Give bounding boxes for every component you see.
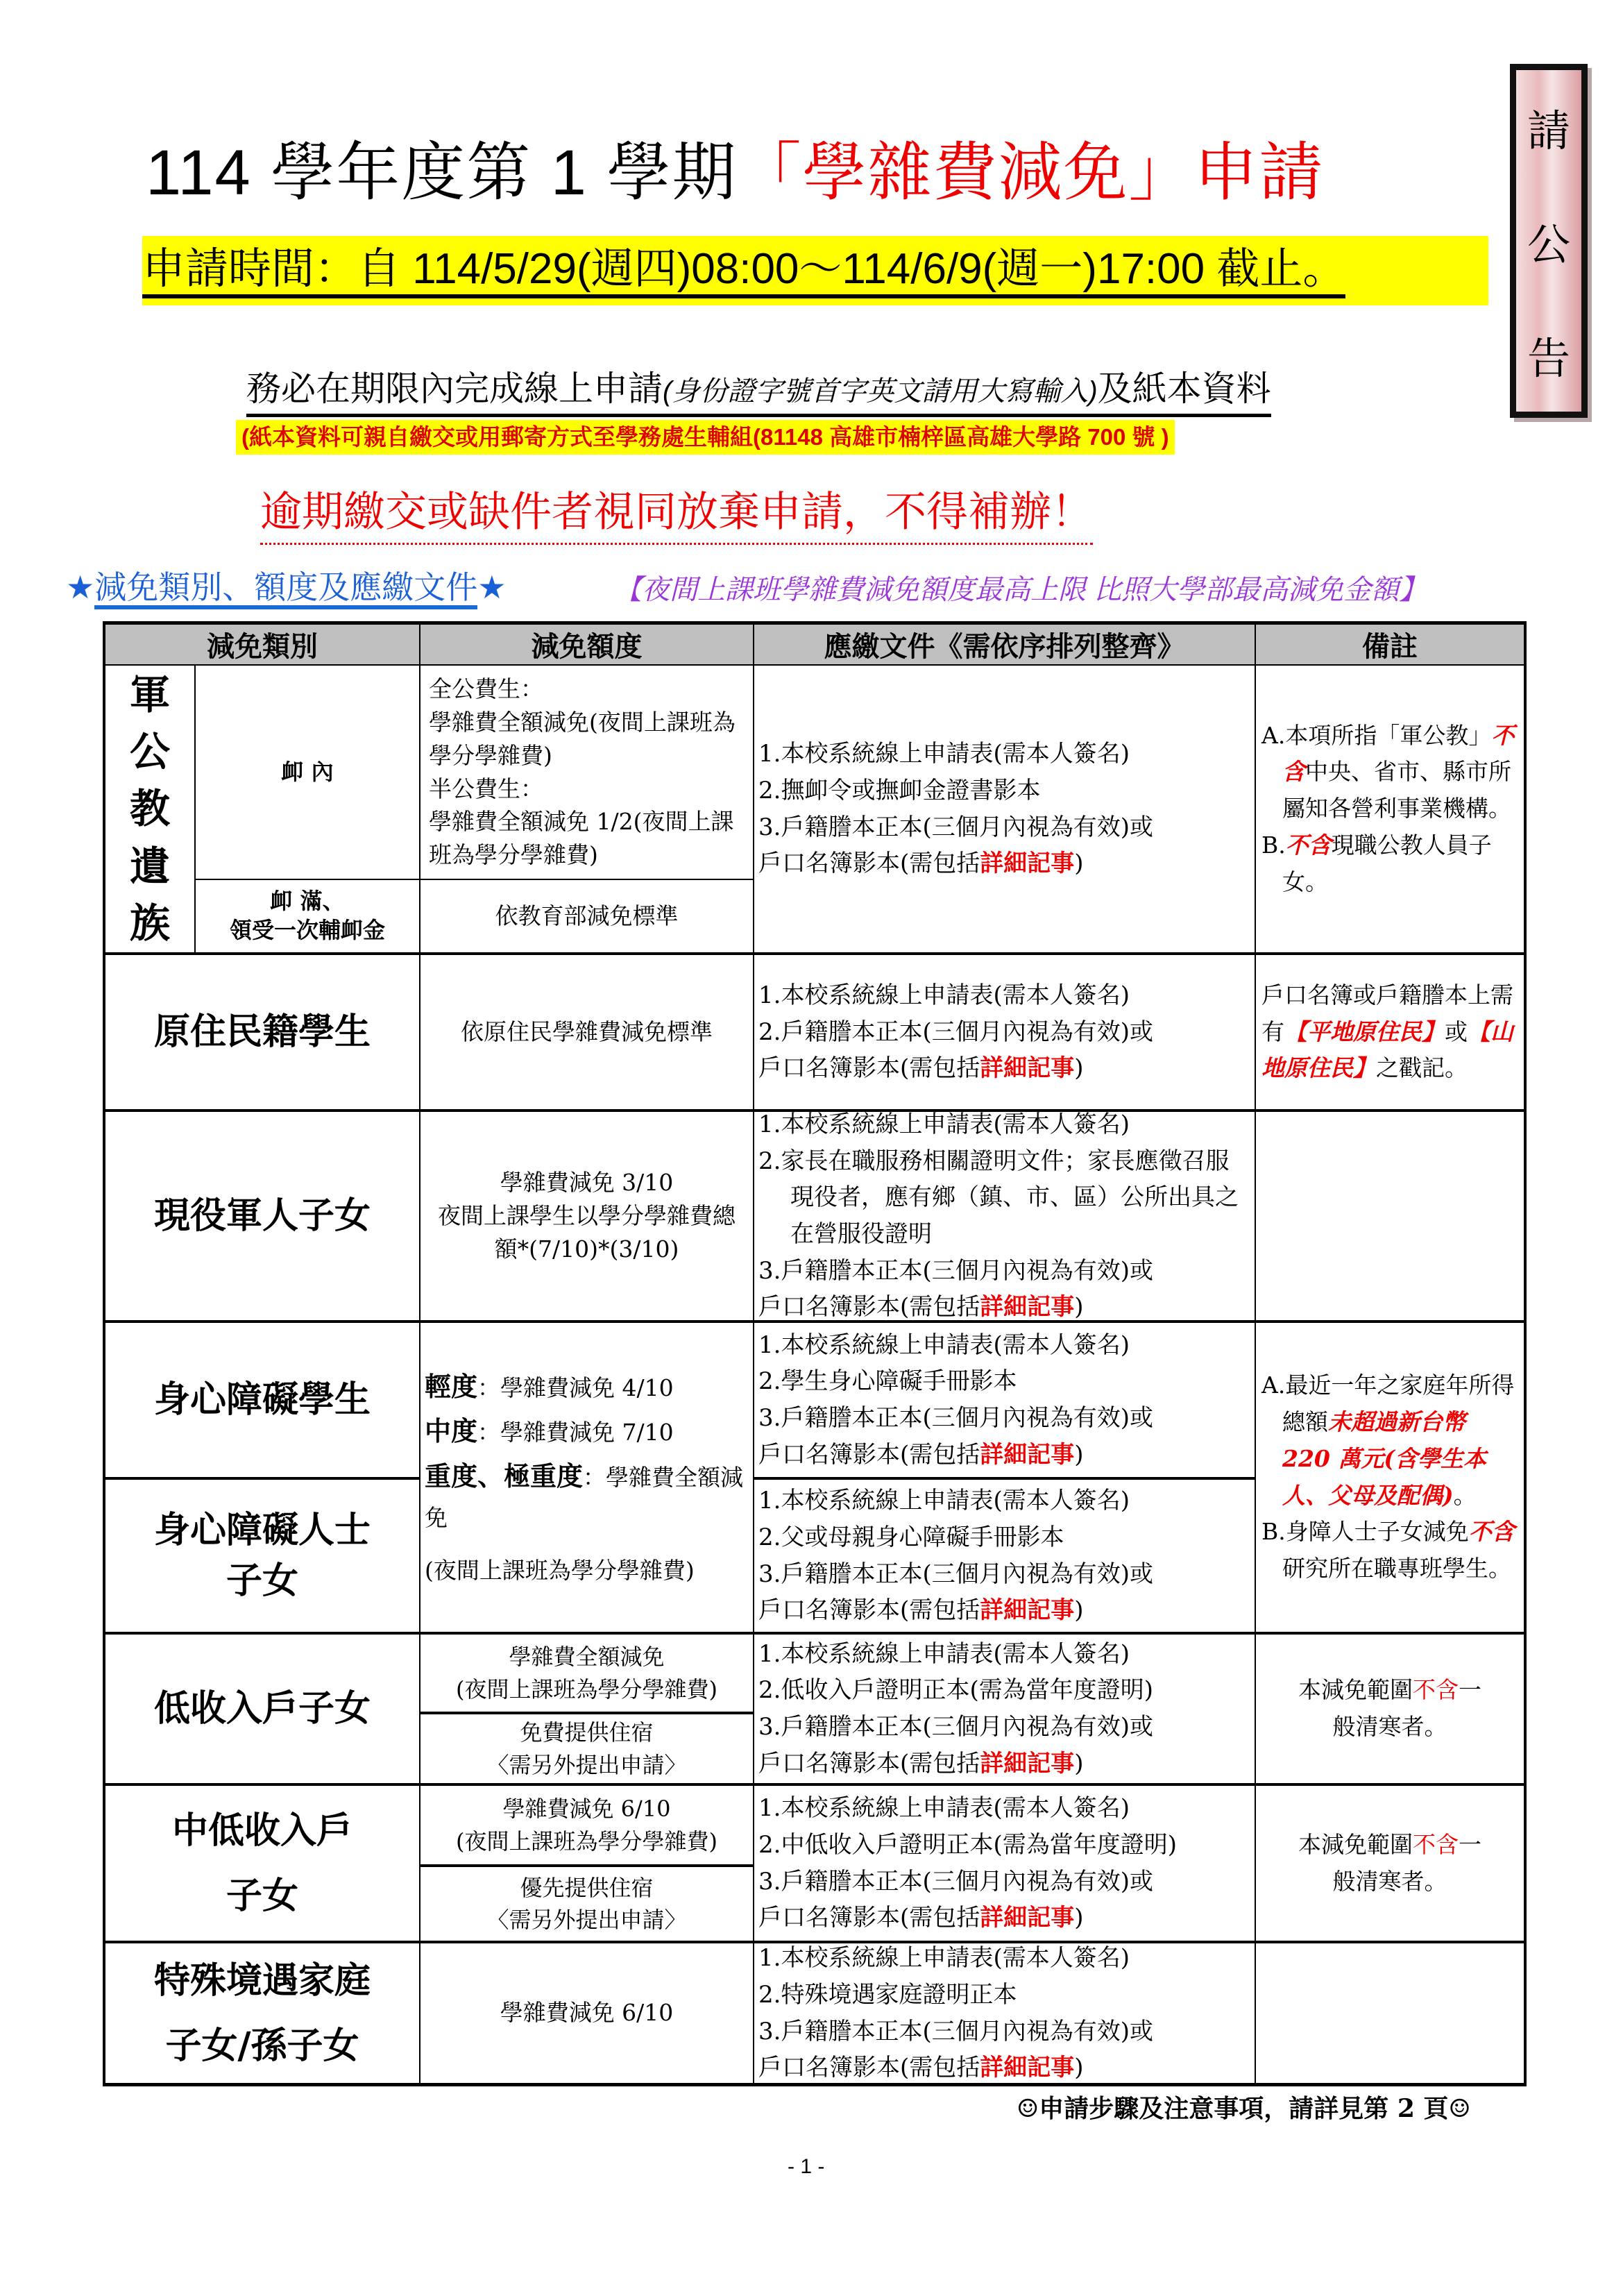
doc-text: 戶口名簿影本(需包括 — [758, 1596, 980, 1625]
amount-special-circumstances: 學雜費減免 6/10 — [419, 1941, 754, 2086]
application-period-banner — [142, 236, 1488, 305]
amount-line: (夜間上課班為學分學雜費) — [456, 1675, 717, 1703]
doc-item: 1.本校系統線上申請表(需本人簽名) — [758, 981, 1130, 1009]
doc-text: ) — [1074, 1904, 1084, 1932]
amount-text: ：學雜費減免 4/10 — [477, 1374, 674, 1401]
table-header-amount: 減免額度 — [419, 621, 754, 666]
doc-item: 2.低收入戶證明正本(需為當年度證明) — [758, 1676, 1153, 1705]
notes-low-income — [1255, 1632, 1527, 1784]
amount-line: 半公費生： — [429, 775, 543, 802]
doc-item: 2.特殊境遇家庭證明正本 — [758, 1980, 1017, 2009]
category-mid-low-income — [103, 1783, 420, 1942]
doc-text: ) — [1074, 1749, 1084, 1778]
amount-in-pension — [419, 664, 754, 880]
cat-char: 公 — [129, 727, 170, 775]
doc-item: 2.父或母親身心障礙手冊影本 — [758, 1523, 1064, 1551]
cat-char: 族 — [129, 900, 170, 947]
footer-text: 申請步驟及注意事項，請詳見第 2 頁 — [1039, 2094, 1449, 2123]
doc-text: ) — [1074, 1440, 1084, 1469]
title-suffix: 申請 — [1193, 137, 1325, 208]
doc-text: 戶口名簿影本(需包括 — [758, 1440, 980, 1469]
note-highlight: 未超過新台幣 220 萬元(含學生本人、父母及配偶) — [1282, 1408, 1486, 1509]
doc-highlight: 詳細記事 — [980, 1596, 1075, 1625]
amount-mid-low-income-fee — [419, 1783, 754, 1866]
doc-text: ) — [1074, 1293, 1084, 1322]
documents-disabled-parent-child — [753, 1477, 1256, 1633]
note-item — [1291, 1672, 1489, 1746]
documents-mid-low-income — [753, 1783, 1256, 1942]
cat-char: 教 — [129, 785, 170, 833]
must-italic: (身份證字號首字英文請用大寫輸入) — [663, 376, 1098, 407]
application-period-text: 申請時間：自 114/5/29(週四)08:00～114/6/9(週一)17:00 截止。 — [142, 245, 1345, 298]
table-header-documents: 應繳文件《需依序排列整齊》 — [753, 621, 1256, 666]
doc-text: 戶口名簿影本(需包括 — [758, 2054, 980, 2082]
note-text: A.最近一年之家庭年所得總額 — [1261, 1371, 1515, 1435]
doc-item: 2.中低收入戶證明正本(需為當年度證明) — [758, 1830, 1177, 1859]
category-active-military: 現役軍人子女 — [103, 1109, 420, 1322]
documents-disabled-student — [753, 1320, 1256, 1478]
note-text: 或 — [1445, 1018, 1468, 1045]
star-icon: ★ — [477, 569, 507, 605]
note-text: 研究所在職專班學生。 — [1282, 1555, 1511, 1582]
doc-item: 3.戶籍謄本正本(三個月內視為有效)或 — [758, 1713, 1153, 1741]
note-highlight: 不含 — [1285, 831, 1332, 859]
amount-active-military — [419, 1109, 754, 1322]
doc-item: 1.本校系統線上申請表(需本人簽名) — [758, 1110, 1130, 1138]
notes-active-military — [1255, 1109, 1527, 1322]
doc-item: 1.本校系統線上申請表(需本人簽名) — [758, 740, 1130, 768]
doc-item: 1.本校系統線上申請表(需本人簽名) — [758, 1487, 1130, 1515]
doc-text: ) — [1074, 1054, 1084, 1083]
doc-item: 3.戶籍謄本正本(三個月內視為有效)或 — [758, 2017, 1153, 2045]
smile-icon: ☺ — [1017, 2094, 1039, 2123]
note-text: 現職公教人員子女。 — [1282, 831, 1492, 895]
note-highlight: 【平地原住民】 — [1284, 1018, 1445, 1045]
doc-text: ) — [1074, 850, 1084, 878]
doc-highlight: 詳細記事 — [980, 1749, 1075, 1778]
note-text: 一般清寒者。 — [1332, 1676, 1481, 1740]
note-text: 戶口名簿或戶籍謄本上需有 — [1261, 981, 1513, 1045]
amount-line: 學雜費全額減免(夜間上課班為學分學雜費) — [429, 708, 736, 769]
notes-disability — [1255, 1320, 1527, 1633]
amount-indigenous: 依原住民學雜費減免標準 — [419, 952, 754, 1111]
note-highlight: 不含 — [1413, 1830, 1459, 1858]
amount-line: 學雜費減免 3/10 — [500, 1169, 674, 1197]
doc-highlight: 詳細記事 — [980, 1293, 1075, 1322]
page-number: - 1 - — [788, 2155, 825, 2178]
doc-item: 2.撫卹令或撫卹金證書影本 — [758, 776, 1041, 804]
doc-item — [758, 845, 1250, 882]
doc-highlight: 詳細記事 — [980, 1904, 1075, 1932]
note-highlight: 【山地原住民】 — [1261, 1018, 1513, 1082]
amount-label: 重度、極重度 — [425, 1460, 584, 1492]
doc-item: 3.戶籍謄本正本(三個月內視為有效)或 — [758, 1867, 1153, 1896]
doc-text: ) — [1074, 2054, 1084, 2082]
smile-icon: ☺ — [1448, 2094, 1471, 2123]
must-main: 務必在期限內完成線上申請 — [246, 369, 663, 408]
amount-label: 中度 — [425, 1415, 478, 1447]
note-highlight: 不含 — [1468, 1518, 1515, 1546]
subcategory-pension-full — [194, 879, 420, 954]
doc-item: 1.本校系統線上申請表(需本人簽名) — [758, 1794, 1130, 1823]
doc-item: 2.戶籍謄本正本(三個月內視為有效)或 — [758, 1018, 1153, 1046]
table-header-notes: 備註 — [1255, 621, 1527, 666]
note-item — [1261, 827, 1518, 901]
note-item — [1261, 1367, 1518, 1514]
doc-text: 戶口名簿影本(需包括 — [758, 850, 980, 878]
notice-badge — [1510, 64, 1588, 418]
amount-pension-full: 依教育部減免標準 — [419, 879, 754, 954]
doc-highlight: 詳細記事 — [980, 1054, 1075, 1083]
subcategory-in-pension: 卹 內 — [194, 664, 420, 880]
amount-disability — [419, 1320, 754, 1633]
doc-item: 1.本校系統線上申請表(需本人簽名) — [758, 1331, 1130, 1359]
category-line: 子女 — [226, 1874, 298, 1917]
category-military-civil — [103, 664, 196, 954]
note-text: 一般清寒者。 — [1332, 1830, 1481, 1895]
must-complete-notice — [246, 361, 1271, 417]
notes-military-civil — [1255, 664, 1527, 954]
sub2-line: 領受一次輔卹金 — [229, 917, 385, 943]
doc-text: 戶口名簿影本(需包括 — [758, 1054, 980, 1083]
note-text: A.本項所指「軍公教」 — [1261, 721, 1492, 749]
doc-item: 1.本校系統線上申請表(需本人簽名) — [758, 1944, 1130, 1973]
amount-line: 全公費生： — [429, 675, 543, 702]
note-item — [1291, 1827, 1489, 1900]
category-line: 特殊境遇家庭 — [153, 1959, 371, 2002]
doc-item — [758, 1592, 1250, 1629]
amount-line: 免費提供住宿 — [520, 1719, 654, 1746]
amount-mid-low-income-housing — [419, 1864, 754, 1942]
note-text: 。 — [1453, 1481, 1477, 1509]
sub2-line: 卹 滿、 — [270, 888, 345, 915]
notice-char: 請 — [1527, 107, 1570, 155]
amount-label: 輕度 — [425, 1370, 478, 1402]
amount-text: ：學雜費全額減免 — [425, 1463, 744, 1532]
amount-light — [425, 1365, 745, 1410]
doc-item: 3.戶籍謄本正本(三個月內視為有效)或 — [758, 1256, 1153, 1285]
note-text: B.身障人士子女減免 — [1261, 1518, 1469, 1546]
cat-char: 遺 — [129, 842, 170, 890]
footer-note — [1017, 2089, 1471, 2125]
mail-address-note: (紙本資料可親自繳交或用郵寄方式至學務處生輔組(81148 高雄市楠梓區高雄大學路 700 號 ) — [236, 420, 1175, 455]
notice-char: 告 — [1527, 335, 1570, 383]
table-header-category: 減免類別 — [103, 621, 420, 666]
amount-line: 夜間上課學生以學分學雜費總額*(7/10)*(3/10) — [438, 1202, 736, 1263]
amount-line: 〈需另外提出申請〉 — [486, 1751, 687, 1778]
doc-text: ) — [1074, 1596, 1084, 1625]
section-heading — [66, 562, 507, 608]
category-disabled-parent-child — [103, 1477, 420, 1633]
title-highlight: 「學雜費減免」 — [737, 137, 1194, 208]
late-warning: 逾期繳交或缺件者視同放棄申請，不得補辦！ — [260, 479, 1093, 545]
notes-mid-low-income — [1255, 1783, 1527, 1942]
doc-text: 戶口名簿影本(需包括 — [758, 1904, 980, 1932]
doc-item — [758, 2050, 1250, 2086]
documents-low-income — [753, 1632, 1256, 1784]
note-text: 之戳記。 — [1376, 1054, 1468, 1082]
notes-indigenous — [1255, 952, 1527, 1111]
documents-special-circumstances — [753, 1941, 1256, 2086]
note-text: 中央、省市、縣市所屬知各營利事業機構。 — [1282, 758, 1511, 822]
amount-text: ：學雜費減免 7/10 — [477, 1419, 674, 1446]
category-line: 子女 — [226, 1559, 298, 1602]
category-line: 子女/孫子女 — [165, 2024, 359, 2067]
doc-item: 2.家長在職服務相關證明文件；家長應徵召服現役者，應有鄉（鎮、市、區）公所出具之在營服役證明 — [758, 1147, 1239, 1248]
title-prefix: 114 學年度第 1 學期 — [146, 137, 738, 208]
cat-char: 軍 — [129, 670, 170, 718]
category-special-circumstances — [103, 1941, 420, 2086]
doc-item: 3.戶籍謄本正本(三個月內視為有效)或 — [758, 1404, 1153, 1432]
doc-item: 3.戶籍謄本正本(三個月內視為有效)或 — [758, 1560, 1153, 1588]
category-indigenous: 原住民籍學生 — [103, 952, 420, 1111]
note-text: 本減免範圍 — [1298, 1830, 1413, 1858]
star-icon: ★ — [66, 569, 95, 605]
amount-line: 優先提供住宿 — [520, 1874, 654, 1901]
note-item — [1261, 718, 1518, 827]
doc-item — [758, 1746, 1250, 1782]
category-line: 身心障礙人士 — [153, 1508, 371, 1551]
documents-active-military — [753, 1109, 1256, 1322]
doc-item: 1.本校系統線上申請表(需本人簽名) — [758, 1639, 1130, 1668]
amount-night: (夜間上課班為學分學雜費) — [425, 1557, 695, 1585]
documents-indigenous — [753, 952, 1256, 1111]
doc-item — [758, 1437, 1250, 1474]
must-tail: 及紙本資料 — [1097, 369, 1271, 408]
doc-item — [758, 1900, 1250, 1936]
section-note: 【夜間上課班學雜費減免額度最高上限 比照大學部最高減免金額】 — [614, 575, 1427, 605]
note-highlight: 不含 — [1413, 1676, 1459, 1704]
doc-highlight: 詳細記事 — [980, 850, 1075, 878]
note-item — [1261, 1514, 1518, 1587]
doc-highlight: 詳細記事 — [980, 2054, 1075, 2082]
notice-char: 公 — [1527, 221, 1570, 269]
amount-line: 學雜費全額減免 1/2(夜間上課班為學分學雜費) — [429, 808, 734, 869]
doc-item: 2.學生身心障礙手冊影本 — [758, 1367, 1017, 1396]
amount-low-income-fee — [419, 1632, 754, 1713]
note-text: 本減免範圍 — [1298, 1676, 1413, 1704]
amount-line: 學雜費全額減免 — [509, 1644, 665, 1671]
amount-line: (夜間上課班為學分學雜費) — [456, 1827, 717, 1855]
amount-line: 學雜費減免 6/10 — [502, 1796, 671, 1823]
amount-line: 〈需另外提出申請〉 — [486, 1907, 687, 1933]
section-title: 減免類別、額度及應繳文件 — [94, 569, 477, 609]
category-disabled-student: 身心障礙學生 — [103, 1320, 420, 1478]
note-text: B. — [1261, 831, 1286, 859]
documents-military-civil — [753, 664, 1256, 954]
note-highlight: 不含 — [1282, 721, 1515, 786]
page-title — [146, 121, 1325, 213]
category-low-income: 低收入戶子女 — [103, 1632, 420, 1784]
amount-low-income-housing — [419, 1712, 754, 1784]
doc-text: 戶口名簿影本(需包括 — [758, 1293, 980, 1322]
note-item — [1261, 977, 1518, 1087]
category-line: 中低收入戶 — [171, 1809, 352, 1852]
doc-text: 戶口名簿影本(需包括 — [758, 1749, 980, 1778]
doc-item: 3.戶籍謄本正本(三個月內視為有效)或 — [758, 813, 1153, 841]
doc-item — [758, 1050, 1250, 1087]
doc-highlight: 詳細記事 — [980, 1440, 1075, 1469]
amount-heavy — [425, 1454, 745, 1538]
notes-special-circumstances — [1255, 1941, 1527, 2086]
amount-mid — [425, 1409, 745, 1454]
